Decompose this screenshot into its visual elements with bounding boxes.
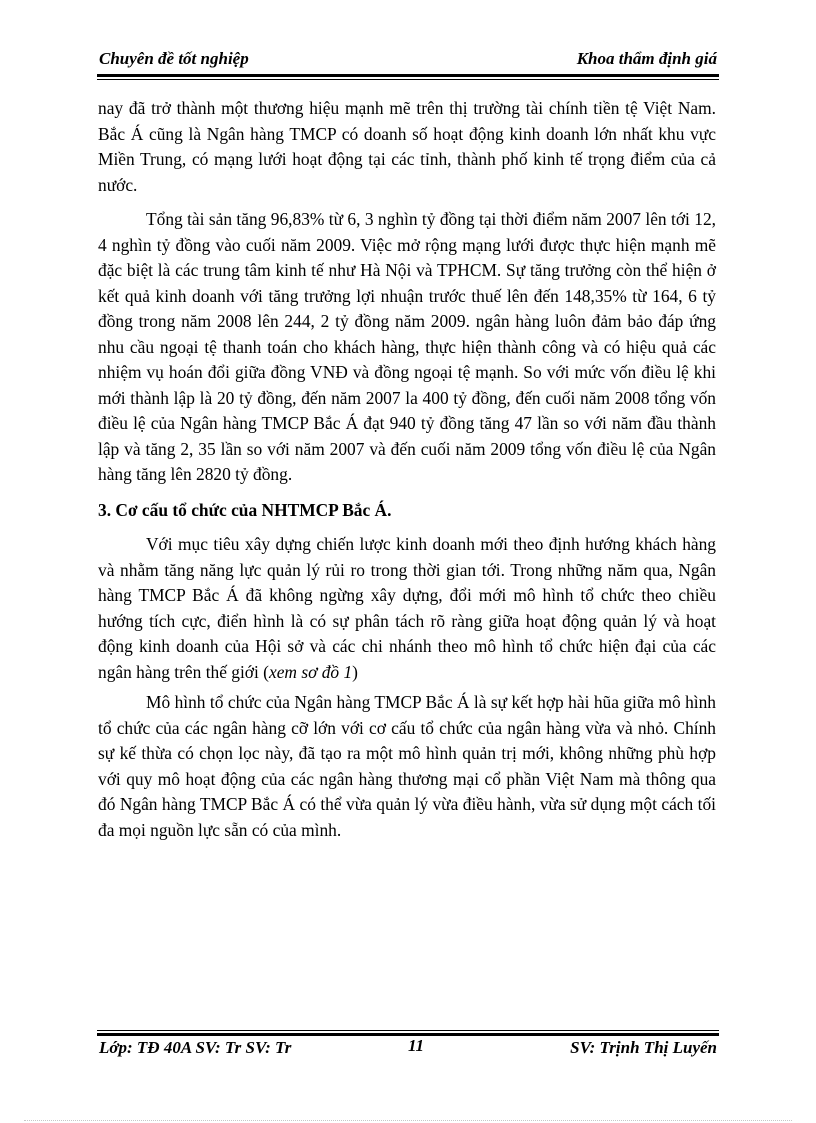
page-footer bbox=[97, 1036, 719, 1062]
footer-author: SV: Trịnh Thị Luyến bbox=[570, 1038, 717, 1057]
header-rule-thin bbox=[97, 79, 719, 80]
footer-class-info: Lớp: TĐ 40A SV: Tr SV: Tr bbox=[99, 1038, 292, 1057]
document-body bbox=[98, 96, 716, 843]
header-title-left: Chuyên đề tốt nghiệp bbox=[99, 49, 249, 68]
header-rule-thick bbox=[97, 74, 719, 77]
paragraph-3 bbox=[98, 532, 716, 685]
bottom-dotted-border bbox=[24, 1120, 792, 1122]
section-heading: 3. Cơ cấu tổ chức của NHTMCP Bắc Á. bbox=[98, 499, 392, 520]
page-number: 11 bbox=[408, 1036, 425, 1055]
diagram-reference: xem sơ đồ 1 bbox=[268, 661, 353, 682]
footer-rule-thin bbox=[97, 1030, 719, 1031]
paragraph-1: nay đã trở thành một thương hiệu mạnh mẽ trên thị trường tài chính tiền tệ Việt Nam. Bắc Á cũng là Ngân hàng TMCP có doanh số hoạt động kinh doanh lớn nhất khu vực Miền Trung, có mạng lưới hoạt động tại các tỉnh, thành phố kinh tế trọng điểm của cả nước. bbox=[98, 98, 716, 195]
header-title-right: Khoa thẩm định giá bbox=[576, 49, 717, 68]
paragraph-3-end: ) bbox=[352, 661, 358, 682]
paragraph-3-text: Với mục tiêu xây dựng chiến lược kinh doanh mới theo định hướng khách hàng và nhằm tăng năng lực quản lý rủi ro trong thời gian tới. Trong những năm qua, Ngân hàng TMCP Bắc Á đã không ngừng xây dựng, đổi mới mô hình tổ chức theo chiều hướng tích cực, điển hình là có sự phân tách rõ ràng giữa hoạt động quản lý và hoạt động kinh doanh của Hội sở và các chi nhánh theo mô hình tổ chức hiện đại của các ngân hàng trên thế giới ( bbox=[98, 534, 716, 682]
paragraph-4: Mô hình tổ chức của Ngân hàng TMCP Bắc Á là sự kết hợp hài hũa giữa mô hình tổ chức của các ngân hàng cỡ lớn với cơ cấu tổ chức của ngân hàng vừa và nhỏ. Chính sự kế thừa có chọn lọc này, đã tạo ra một mô hình quản trị mới, không những phù hợp với quy mô hoạt động của các ngân hàng thương mại cổ phần Việt Nam mà thông qua đó Ngân hàng TMCP Bắc Á có thể vừa quản lý vừa điều hành, vừa sử dụng một cách tối đa mọi nguồn lực sẵn có của mình. bbox=[98, 692, 716, 840]
page-header bbox=[97, 44, 719, 74]
paragraph-2: Tổng tài sản tăng 96,83% từ 6, 3 nghìn tỷ đồng tại thời điểm năm 2007 lên tới 12, 4 nghìn tỷ đồng vào cuối năm 2009. Việc mở rộng mạng lưới được thực hiện mạnh mẽ đặc biệt là các trung tâm kinh tế như Hà Nội và TPHCM. Sự tăng trưởng còn thể hiện ở kết quả kinh doanh với tăng trưởng lợi nhuận trước thuế lên đến 148,35% từ 164, 6 tỷ đồng trong năm 2008 lên 244, 2 tỷ đồng năm 2009. ngân hàng luôn đảm bảo đáp ứng nhu cầu ngoại tệ thanh toán cho khách hàng, thực hiện thành công và có hiệu quả các nhiệm vụ hoán đổi giữa đồng VNĐ và đồng ngoại tệ mạnh. So với mức vốn điều lệ khi mới thành lập là 20 tỷ đồng, đến năm 2007 la 400 tỷ đồng, đến cuối năm 2008 tổng vốn điều lệ của Ngân hàng TMCP Bắc Á đạt 940 tỷ đồng tăng 47 lần so với năm đầu thành lập và tăng 2, 35 lần so với năm 2007 và đến cuối năm 2009 tổng vốn điều lệ của Ngân hàng tăng lên 2820 tỷ đồng. bbox=[98, 209, 716, 484]
